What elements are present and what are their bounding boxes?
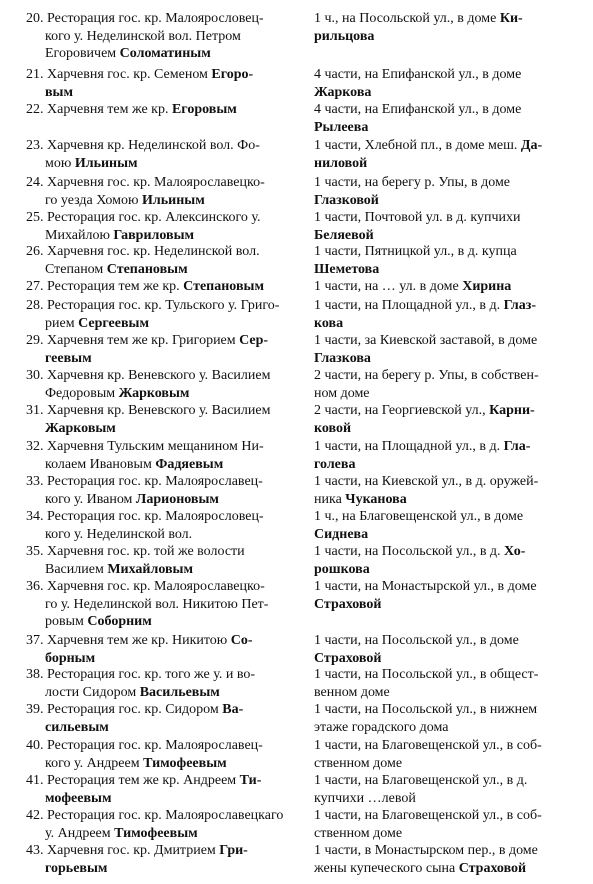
text-segment: 2 части, на берегу р. Упы, в собствен- — [314, 368, 539, 383]
left-text-line — [26, 385, 296, 403]
text-segment: этаже горадского дома — [314, 719, 449, 735]
right-text-line — [314, 119, 586, 137]
text-segment: 1 ч., на Посольской ул., в доме — [314, 11, 500, 26]
left-text-line — [26, 701, 296, 719]
establishment-location-column — [314, 66, 586, 101]
left-text-line — [26, 666, 296, 684]
right-text-line — [314, 456, 586, 474]
left-text-line — [26, 297, 296, 315]
surname-bold-text: Соломатиным — [119, 46, 211, 62]
left-text-line — [26, 438, 296, 456]
establishment-location-column — [314, 543, 586, 578]
surname-bold-text: Беляевой — [314, 227, 374, 243]
surname-bold-text: Ки- — [499, 11, 523, 26]
surname-bold-text: Глазкова — [314, 350, 371, 366]
surname-bold-text: Тимофеевым — [143, 755, 227, 771]
establishment-owner-column — [26, 772, 296, 807]
right-text-line — [314, 701, 586, 719]
right-text-line — [314, 438, 586, 456]
text-segment: 43. Харчевня гос. кр. Дмитрием — [26, 843, 220, 858]
right-text-line — [314, 174, 586, 192]
left-text-line — [26, 137, 296, 155]
establishment-owner-column — [26, 543, 296, 578]
surname-bold-text: вым — [45, 84, 74, 100]
surname-bold-text: Ильиным — [74, 155, 138, 171]
surname-bold-text: Сер- — [239, 333, 269, 348]
text-segment: лости Сидором — [45, 684, 140, 700]
left-text-line — [26, 278, 296, 296]
left-text-line — [26, 860, 296, 878]
text-segment: 41. Ресторация тем же кр. Андреем — [26, 773, 240, 788]
surname-bold-text: Тимофеевым — [114, 825, 198, 841]
text-segment: ственном доме — [314, 825, 403, 841]
left-text-line — [26, 10, 296, 28]
left-text-line — [26, 101, 296, 119]
text-segment: 1 части, на … ул. в доме — [314, 279, 463, 294]
left-text-line — [26, 737, 296, 755]
surname-bold-text: рошкова — [314, 561, 370, 577]
surname-bold-text: ниловой — [314, 155, 368, 171]
right-text-line — [314, 261, 586, 279]
right-text-line — [314, 666, 586, 684]
right-text-line — [314, 315, 586, 333]
text-segment: 1 части, на Посольской ул., в общест- — [314, 667, 539, 682]
text-segment: 33. Ресторация гос. кр. Малоярославец- — [26, 474, 263, 489]
surname-bold-text: Степановым — [106, 261, 188, 277]
left-text-line — [26, 350, 296, 368]
right-text-line — [314, 402, 586, 420]
text-segment: Василием — [45, 561, 108, 577]
right-text-line — [314, 243, 586, 261]
left-text-line — [26, 402, 296, 420]
left-text-line — [26, 543, 296, 561]
text-segment: 30. Харчевня кр. Веневского у. Василием — [26, 368, 271, 383]
establishment-owner-column — [26, 666, 296, 701]
text-segment: колаем Ивановым — [45, 456, 156, 472]
right-text-line — [314, 10, 586, 28]
right-text-line — [314, 543, 586, 561]
text-segment: 4 части, на Епифанской ул., в доме — [314, 102, 522, 117]
surname-bold-text: Жаркова — [314, 84, 372, 100]
surname-bold-text: Страховой — [314, 596, 382, 612]
right-text-line — [314, 332, 586, 350]
surname-bold-text: Шеметова — [314, 261, 380, 277]
establishment-owner-column — [26, 174, 296, 209]
left-text-line — [26, 508, 296, 526]
text-segment: 1 части, на Площадной ул., в д. — [314, 439, 504, 454]
surname-bold-text: Ва- — [222, 702, 244, 717]
surname-bold-text: Ларионовым — [135, 491, 219, 507]
establishment-location-column — [314, 137, 586, 172]
text-segment: 1 части, Пятницкой ул., в д. купца — [314, 244, 517, 259]
surname-bold-text: Хирина — [462, 279, 512, 294]
establishment-owner-column — [26, 332, 296, 367]
text-segment: 29. Харчевня тем же кр. Григорием — [26, 333, 240, 348]
text-segment: 1 части, на Киевской ул., в д. оружей- — [314, 474, 539, 489]
surname-bold-text: Васильевым — [139, 684, 220, 700]
surname-bold-text: голева — [314, 456, 356, 472]
text-segment: 27. Ресторация тем же кр. — [26, 279, 184, 294]
establishment-owner-column — [26, 10, 296, 63]
right-text-line — [314, 825, 586, 843]
left-text-line — [26, 174, 296, 192]
right-text-line — [314, 508, 586, 526]
left-text-line — [26, 473, 296, 491]
establishment-location-column — [314, 402, 586, 437]
text-segment: купчихи …левой — [314, 790, 416, 806]
surname-bold-text: Егоровым — [171, 102, 237, 117]
surname-bold-text: горьевым — [45, 860, 108, 876]
text-segment: 4 части, на Епифанской ул., в доме — [314, 67, 522, 82]
establishment-location-column — [314, 209, 586, 244]
left-text-line — [26, 719, 296, 737]
text-segment: кого у. Неделинской вол. Петром — [45, 28, 241, 44]
right-text-line — [314, 155, 586, 173]
establishment-owner-column — [26, 438, 296, 473]
left-text-line — [26, 243, 296, 261]
left-text-line — [26, 842, 296, 860]
left-text-line — [26, 596, 296, 614]
text-segment: 26. Харчевня гос. кр. Неделинской вол. — [26, 244, 260, 259]
text-segment: 23. Харчевня кр. Неделинской вол. Фо- — [26, 138, 260, 153]
text-segment: 1 части, на Благовещенской ул., в соб- — [314, 808, 542, 823]
establishment-location-column — [314, 473, 586, 508]
surname-bold-text: мофеевым — [45, 790, 112, 806]
establishment-location-column — [314, 842, 586, 877]
left-text-line — [26, 261, 296, 279]
left-text-line — [26, 420, 296, 438]
establishment-owner-column — [26, 842, 296, 877]
establishment-owner-column — [26, 473, 296, 508]
text-segment: го уезда Хомою — [45, 192, 142, 208]
establishment-location-column — [314, 438, 586, 473]
establishment-owner-column — [26, 243, 296, 278]
establishment-location-column — [314, 332, 586, 367]
left-text-line — [26, 45, 296, 63]
surname-bold-text: Соборним — [87, 614, 152, 630]
surname-bold-text: рильцова — [314, 28, 375, 44]
text-segment: 34. Ресторация гос. кр. Малоярословец- — [26, 509, 264, 524]
text-segment: кого у. Неделинской вол. — [45, 526, 193, 542]
right-text-line — [314, 137, 586, 155]
surname-bold-text: Страховой — [458, 860, 527, 876]
surname-bold-text: Глаз- — [503, 298, 537, 313]
establishment-location-column — [314, 10, 586, 45]
surname-bold-text: Гри- — [219, 843, 248, 858]
text-segment: 28. Ресторация гос. кр. Тульского у. Григо- — [26, 298, 280, 313]
left-text-line — [26, 209, 296, 227]
right-text-line — [314, 420, 586, 438]
text-segment: 1 части, на берегу р. Упы, в доме — [314, 175, 511, 190]
establishment-location-column — [314, 807, 586, 842]
right-text-line — [314, 367, 586, 385]
text-segment: рием — [45, 315, 79, 331]
text-segment: 1 части, на Посольской ул., в д. — [314, 544, 505, 559]
text-segment: 39. Ресторация гос. кр. Сидором — [26, 702, 223, 717]
text-segment: ровым — [45, 614, 88, 630]
text-segment: ника — [314, 491, 346, 507]
text-segment: 22. Харчевня тем же кр. — [26, 102, 172, 117]
text-segment: 1 части, на Благовещенской ул., в соб- — [314, 738, 542, 753]
left-text-line — [26, 456, 296, 474]
left-text-line — [26, 807, 296, 825]
text-segment: 24. Харчевня гос. кр. Малоярославецко- — [26, 175, 265, 190]
establishment-location-column — [314, 772, 586, 807]
text-segment: мою — [45, 155, 75, 171]
text-segment: 42. Ресторация гос. кр. Малоярославецкаго — [26, 808, 284, 823]
text-segment: Степаном — [45, 261, 107, 277]
establishment-location-column — [314, 737, 586, 772]
text-segment: 25. Ресторация гос. кр. Алексинского у. — [26, 210, 261, 225]
text-segment: 1 части, на Посольской ул., в нижнем — [314, 702, 538, 717]
right-text-line — [314, 278, 586, 296]
surname-bold-text: Жарковым — [118, 385, 190, 401]
surname-bold-text: сильевым — [45, 719, 109, 735]
right-text-line — [314, 227, 586, 245]
text-segment: 1 части, Почтовой ул. в д. купчихи — [314, 210, 521, 225]
text-segment: 1 части, на Площадной ул., в д. — [314, 298, 504, 313]
surname-bold-text: Фадяевым — [155, 456, 224, 472]
surname-bold-text: Глазковой — [314, 192, 379, 208]
text-segment: кого у. Андреем — [45, 755, 144, 771]
establishment-location-column — [314, 278, 586, 296]
text-segment: Михайлою — [45, 227, 114, 243]
establishment-owner-column — [26, 278, 296, 296]
surname-bold-text: Страховой — [314, 650, 382, 666]
surname-bold-text: Рылеева — [314, 119, 369, 135]
text-segment: ном доме — [314, 385, 370, 401]
left-text-line — [26, 84, 296, 102]
right-text-line — [314, 737, 586, 755]
surname-bold-text: борным — [45, 650, 96, 666]
right-text-line — [314, 473, 586, 491]
establishment-location-column — [314, 632, 586, 667]
left-text-line — [26, 632, 296, 650]
surname-bold-text: Жарковым — [45, 420, 116, 436]
establishment-location-column — [314, 578, 586, 613]
text-segment: 35. Харчевня гос. кр. той же волости — [26, 544, 245, 559]
right-text-line — [314, 596, 586, 614]
right-text-line — [314, 650, 586, 668]
surname-bold-text: Да- — [520, 138, 543, 153]
text-segment: 1 части, в Монастырском пер., в доме — [314, 843, 538, 858]
surname-bold-text: Хо- — [504, 544, 526, 559]
establishment-location-column — [314, 701, 586, 736]
right-text-line — [314, 755, 586, 773]
right-text-line — [314, 578, 586, 596]
right-text-line — [314, 526, 586, 544]
right-text-line — [314, 807, 586, 825]
text-segment: кого у. Иваном — [45, 491, 136, 507]
right-text-line — [314, 209, 586, 227]
right-text-line — [314, 561, 586, 579]
left-text-line — [26, 790, 296, 808]
left-text-line — [26, 491, 296, 509]
establishment-owner-column — [26, 632, 296, 667]
establishment-location-column — [314, 243, 586, 278]
surname-bold-text: Степановым — [183, 279, 264, 294]
surname-bold-text: Сиднева — [314, 526, 369, 542]
left-text-line — [26, 650, 296, 668]
surname-bold-text: Со- — [230, 633, 253, 648]
right-text-line — [314, 790, 586, 808]
text-segment: ственном доме — [314, 755, 403, 771]
right-text-line — [314, 772, 586, 790]
text-segment: 36. Харчевня гос. кр. Малоярославецко- — [26, 579, 265, 594]
establishment-owner-column — [26, 367, 296, 402]
text-segment: 1 части, на Посольской ул., в доме — [314, 633, 519, 648]
establishment-owner-column — [26, 508, 296, 543]
right-text-line — [314, 28, 586, 46]
text-segment: 1 ч., на Благовещенской ул., в доме — [314, 509, 524, 524]
right-text-line — [314, 684, 586, 702]
text-segment: 2 части, на Георгиевской ул., — [314, 403, 490, 418]
establishment-owner-column — [26, 402, 296, 437]
establishment-location-column — [314, 666, 586, 701]
right-text-line — [314, 385, 586, 403]
right-text-line — [314, 84, 586, 102]
right-text-line — [314, 101, 586, 119]
text-segment: 20. Ресторация гос. кр. Малоярословец- — [26, 11, 264, 26]
left-text-line — [26, 227, 296, 245]
establishment-owner-column — [26, 66, 296, 101]
right-text-line — [314, 632, 586, 650]
right-text-line — [314, 842, 586, 860]
establishment-owner-column — [26, 101, 296, 119]
establishment-location-column — [314, 101, 586, 136]
surname-bold-text: Сергеевым — [78, 315, 149, 331]
text-segment: 38. Ресторация гос. кр. того же у. и во- — [26, 667, 256, 682]
establishment-owner-column — [26, 701, 296, 736]
left-text-line — [26, 578, 296, 596]
text-segment: Егоровичем — [45, 46, 120, 62]
text-segment: 31. Харчевня кр. Веневского у. Василием — [26, 403, 271, 418]
text-segment: 37. Харчевня тем же кр. Никитою — [26, 633, 231, 648]
establishment-owner-column — [26, 807, 296, 842]
surname-bold-text: Егоро- — [211, 67, 254, 82]
left-text-line — [26, 155, 296, 173]
establishment-owner-column — [26, 578, 296, 631]
text-segment: венном доме — [314, 684, 390, 700]
left-text-line — [26, 825, 296, 843]
establishment-owner-column — [26, 737, 296, 772]
text-segment: у. Андреем — [45, 825, 115, 841]
surname-bold-text: Михайловым — [107, 561, 194, 577]
text-segment: 1 части, Хлебной пл., в доме меш. — [314, 138, 521, 153]
right-text-line — [314, 491, 586, 509]
right-text-line — [314, 66, 586, 84]
establishment-owner-column — [26, 297, 296, 332]
establishment-owner-column — [26, 209, 296, 244]
establishment-location-column — [314, 508, 586, 543]
right-text-line — [314, 350, 586, 368]
establishment-owner-column — [26, 137, 296, 172]
text-segment: 1 части, за Киевской заставой, в доме — [314, 333, 538, 348]
surname-bold-text: Ильиным — [142, 192, 205, 208]
text-segment: жены купеческого сына — [314, 860, 459, 876]
surname-bold-text: Гавриловым — [113, 227, 195, 243]
surname-bold-text: кова — [314, 315, 344, 331]
text-segment: 1 части, на Монастырской ул., в доме — [314, 579, 537, 594]
establishment-location-column — [314, 367, 586, 402]
text-segment: 32. Харчевня Тульским мещанином Ни- — [26, 439, 264, 454]
text-segment: 21. Харчевня гос. кр. Семеном — [26, 67, 212, 82]
left-text-line — [26, 613, 296, 631]
surname-bold-text: ковой — [314, 420, 352, 436]
left-text-line — [26, 367, 296, 385]
left-text-line — [26, 561, 296, 579]
left-text-line — [26, 772, 296, 790]
left-text-line — [26, 755, 296, 773]
left-text-line — [26, 192, 296, 210]
text-segment: го у. Неделинской вол. Никитою Пет- — [45, 596, 269, 612]
text-segment: 1 части, на Благовещенской ул., в д. — [314, 773, 528, 788]
left-text-line — [26, 684, 296, 702]
surname-bold-text: Чуканова — [345, 491, 407, 507]
surname-bold-text: Гла- — [503, 439, 531, 454]
surname-bold-text: Ти- — [239, 773, 262, 788]
left-text-line — [26, 28, 296, 46]
right-text-line — [314, 192, 586, 210]
right-text-line — [314, 297, 586, 315]
left-text-line — [26, 315, 296, 333]
left-text-line — [26, 526, 296, 544]
surname-bold-text: Карни- — [489, 403, 535, 418]
right-text-line — [314, 860, 586, 878]
surname-bold-text: геевым — [45, 350, 92, 366]
establishment-location-column — [314, 297, 586, 332]
right-text-line — [314, 719, 586, 737]
left-text-line — [26, 332, 296, 350]
text-segment: 40. Ресторация гос. кр. Малоярославец- — [26, 738, 263, 753]
text-segment: Федоровым — [45, 385, 119, 401]
establishment-location-column — [314, 174, 586, 209]
left-text-line — [26, 66, 296, 84]
